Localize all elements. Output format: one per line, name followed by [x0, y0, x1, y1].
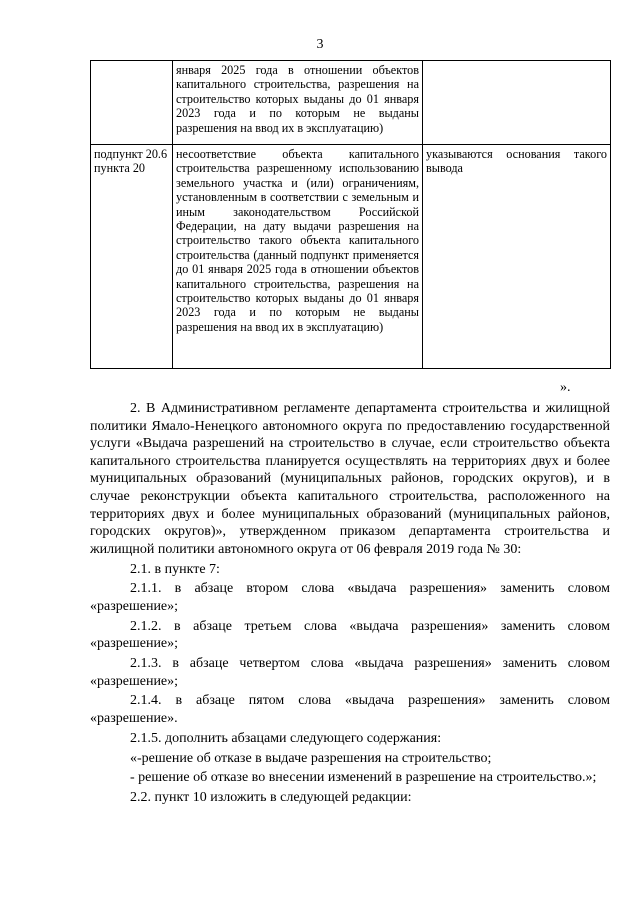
table-cell-clause: подпункт 20.6 пункта 20: [91, 145, 173, 369]
paragraph-item: 2.1. в пункте 7:: [130, 561, 220, 577]
paragraph-item: 2.1.3. в абзаце четвертом слова «выдача разрешения» заменить словом «разрешение»;: [90, 656, 610, 689]
table-cell-explanation: [423, 61, 611, 145]
paragraph-main: 2. В Административном регламенте департамента строительства и жилищной политики Ямало-Ненецкого автономного округа по предоставлению государственной услуги «Выдача разрешений на строительство в случае, если строительство объекта капитального строительства планируется осуществлять на территориях двух и более муниципальных образований (муниципальных районов, городских округов), и в случае реконструкции объекта капитального строительства, расположенного на территориях двух и более муниципальных образований (муниципальных районов, городских округов)», утвержденном приказом департамента строительства и жилищной политики автономного округа от 06 февраля 2019 года № 30:: [90, 401, 610, 557]
table-row: [91, 145, 611, 369]
paragraph-item: «-решение об отказе в выдаче разрешения на строительство;: [130, 750, 492, 766]
paragraph-item: - решение об отказе во внесении изменений в разрешение на строительство.»;: [130, 770, 597, 786]
table-cell-ground: несоответствие объекта капитального строительства разрешенному использованию земельного участка и (или) ограничениям, установленным в соответствии с земельным и иным законодательством Российской Федерации, на дату выдачи разрешения на строительство такого объекта капитального строительства (данный подпункт применяется до 01 января 2025 года в отношении объектов капитального строительства, разрешения на строительство которых выданы до 01 января 2023 года и по которым не выданы разрешения на ввод их в эксплуатацию): [173, 145, 423, 369]
paragraph-item: 2.1.1. в абзаце втором слова «выдача разрешения» заменить словом «разрешение»;: [90, 581, 610, 614]
regulation-table: [90, 60, 611, 369]
paragraph-item: 2.1.2. в абзаце третьем слова «выдача разрешения» заменить словом «разрешение»;: [90, 618, 610, 652]
table-cell-ground: января 2025 года в отношении объектов капитального строительства, разрешения на строительство которых выданы до 01 января 2023 года и по которым не выданы разрешения на ввод их в эксплуатацию): [173, 61, 423, 145]
body-text: [90, 400, 610, 809]
paragraph-item: 2.1.4. в абзаце пятом слова «выдача разрешения» заменить словом «разрешение».: [90, 693, 610, 727]
paragraph-item: 2.1.5. дополнить абзацами следующего содержания:: [130, 730, 442, 746]
closing-quote: ».: [560, 380, 571, 395]
table-cell-explanation: указываются основания такого вывода: [423, 145, 611, 369]
paragraph-item: 2.2. пункт 10 изложить в следующей редакции:: [130, 790, 412, 806]
table-row: [91, 61, 611, 145]
page-number: 3: [316, 37, 324, 52]
table-cell-clause: [91, 61, 173, 145]
